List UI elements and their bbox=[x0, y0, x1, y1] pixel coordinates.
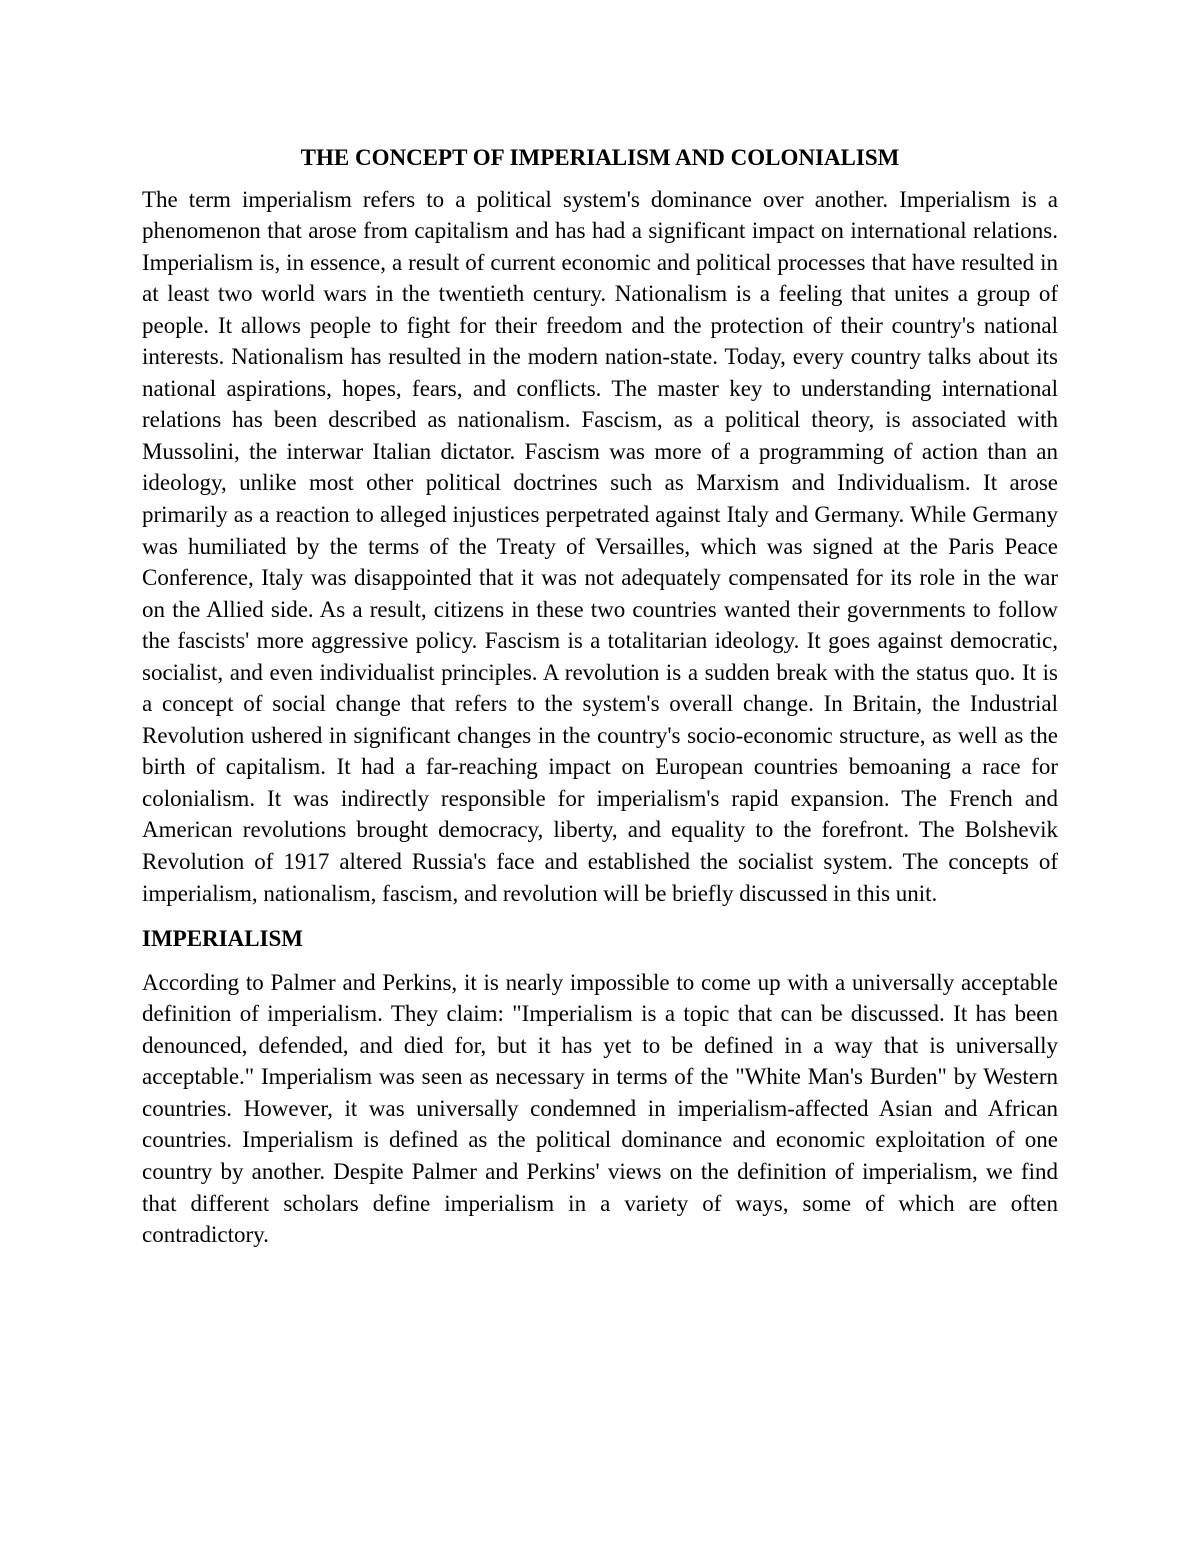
section-heading-imperialism: IMPERIALISM bbox=[142, 926, 304, 952]
document-body bbox=[142, 142, 1058, 1251]
imperialism-paragraph: According to Palmer and Perkins, it is nearly impossible to come up with a universally acceptable definition of imperialism. They claim: "Imperialism is a topic that can be discussed. It has been denounced, defended, and died for, but it has yet to be defined in a way that is universally acceptable." Imperialism was seen as necessary in terms of the "White Man's Burden" by Western countries. However, it was universally condemned in imperialism-affected Asian and African countries. Imperialism is defined as the political dominance and economic exploitation of one country by another. Despite Palmer and Perkins' views on the definition of imperialism, we find that different scholars define imperialism in a variety of ways, some of which are often contradictory. bbox=[142, 969, 1058, 1248]
document-title: THE CONCEPT OF IMPERIALISM AND COLONIALISM bbox=[300, 145, 900, 170]
intro-paragraph: The term imperialism refers to a political system's dominance over another. Imperialism is a phenomenon that arose from capitalism and has had a significant impact on international relations. Imperialism is, in essence, a result of current economic and political processes that have resulted in at least two world wars in the twentieth century. Nationalism is a feeling that unites a group of people. It allows people to fight for their freedom and the protection of their country's national interests. Nationalism has resulted in the modern nation-state. Today, every country talks about its national aspirations, hopes, fears, and conflicts. The master key to understanding international relations has been described as nationalism. Fascism, as a political theory, is associated with Mussolini, the interwar Italian dictator. Fascism was more of a programming of action than an ideology, unlike most other political doctrines such as Marxism and Individualism. It arose primarily as a reaction to alleged injustices perpetrated against Italy and Germany. While Germany was humiliated by the terms of the Treaty of Versailles, which was signed at the Paris Peace Conference, Italy was disappointed that it was not adequately compensated for its role in the war on the Allied side. As a result, citizens in these two countries wanted their governments to follow the fascists' more aggressive policy. Fascism is a totalitarian ideology. It goes against democratic, socialist, and even individualist principles. A revolution is a sudden break with the status quo. It is a concept of social change that refers to the system's overall change. In Britain, the Industrial Revolution ushered in significant changes in the country's socio-economic structure, as well as the birth of capitalism. It had a far-reaching impact on European countries bemoaning a race for colonialism. It was indirectly responsible for imperialism's rapid expansion. The French and American revolutions brought democracy, liberty, and equality to the forefront. The Bolshevik Revolution of 1917 altered Russia's face and established the socialist system. The concepts of imperialism, nationalism, fascism, and revolution will be briefly discussed in this unit. bbox=[142, 186, 1058, 906]
